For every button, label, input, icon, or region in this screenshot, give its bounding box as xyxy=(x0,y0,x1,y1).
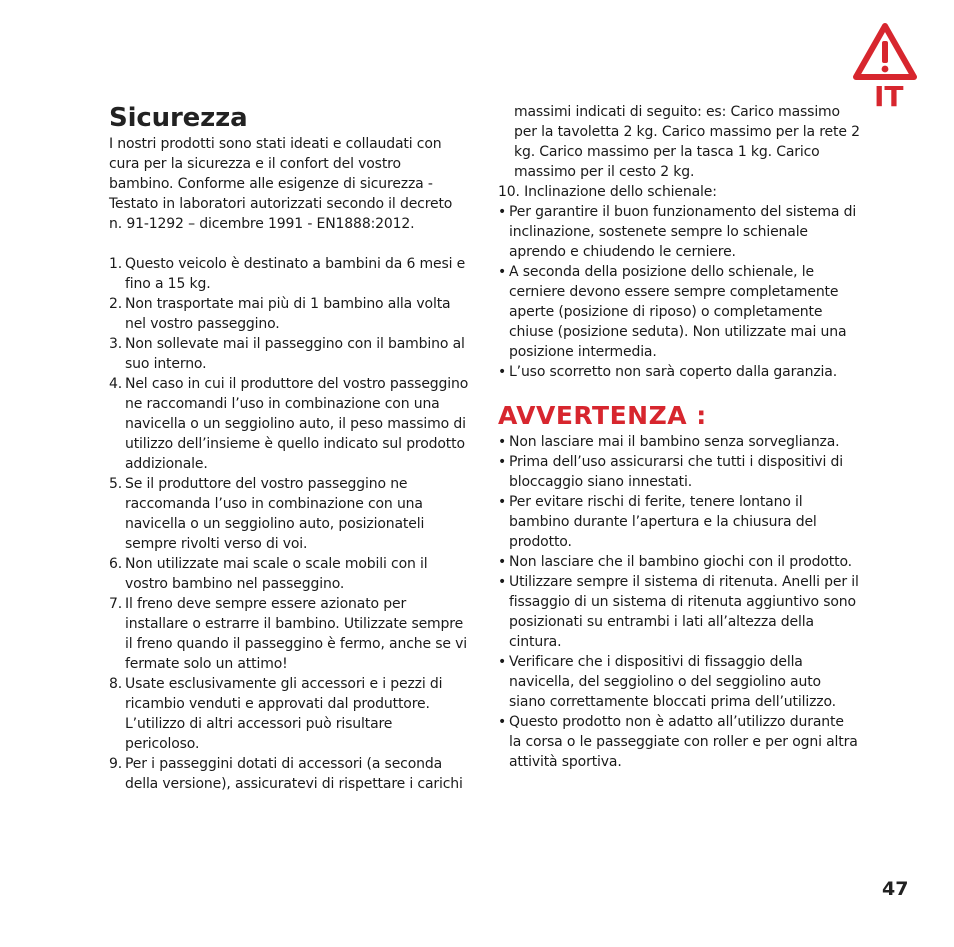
item-number: 4. xyxy=(109,376,123,392)
list-item xyxy=(109,594,469,674)
warning-bullets xyxy=(498,432,860,772)
bullet-text: Utilizzare sempre il sistema di ritenuta. Anelli per il fissaggio di un sistema di ritenuta aggiuntivo sono posizionati su entrambi i lati all’altezza della cintura. xyxy=(509,574,859,650)
bullet-item xyxy=(498,432,860,452)
list-item xyxy=(109,754,469,794)
section-title: Sicurezza xyxy=(109,103,248,133)
bullet-item xyxy=(498,262,860,362)
bullet-icon: • xyxy=(498,494,507,510)
page-number: 47 xyxy=(882,878,909,900)
safety-list xyxy=(109,254,469,794)
bullet-icon: • xyxy=(498,364,507,380)
item-number: 5. xyxy=(109,476,123,492)
bullet-icon: • xyxy=(498,714,507,730)
bullet-item xyxy=(498,362,860,382)
item-text: Non utilizzate mai scale o scale mobili con il vostro bambino nel passeggino. xyxy=(125,556,428,592)
language-code: IT xyxy=(874,80,904,113)
item-text: Usate esclusivamente gli accessori e i pezzi di ricambio venduti e approvati dal produttore. L’utilizzo di altri accessori può risultare pericoloso. xyxy=(125,676,443,752)
list-item xyxy=(109,674,469,754)
left-column xyxy=(109,102,469,794)
list-item-10 xyxy=(498,182,860,202)
bullet-text: Non lasciare che il bambino giochi con il prodotto. xyxy=(509,554,852,570)
list-item xyxy=(109,474,469,554)
list-item xyxy=(109,334,469,374)
bullet-text: Verificare che i dispositivi di fissaggio della navicella, del seggiolino o del seggiolino auto siano correttamente bloccati prima dell’utilizzo. xyxy=(509,654,836,710)
bullet-text: Non lasciare mai il bambino senza sorveglianza. xyxy=(509,434,840,450)
bullet-icon: • xyxy=(498,654,507,670)
bullet-item xyxy=(498,652,860,712)
bullet-item xyxy=(498,452,860,492)
list-item xyxy=(109,254,469,294)
bullet-icon: • xyxy=(498,454,507,470)
bullet-text: Prima dell’uso assicurarsi che tutti i dispositivi di bloccaggio siano innestati. xyxy=(509,454,843,490)
bullet-text: A seconda della posizione dello schienale, le cerniere devono essere sempre completamente aperte (posizione di riposo) o completamente chiuse (posizione seduta). Non utilizzate mai una posizione intermedia. xyxy=(509,264,847,360)
item-number: 6. xyxy=(109,556,123,572)
item-text: Non sollevate mai il passeggino con il bambino al suo interno. xyxy=(125,336,465,372)
item-number: 2. xyxy=(109,296,123,312)
item-text: Per i passeggini dotati di accessori (a seconda della versione), assicuratevi di rispettare i carichi xyxy=(125,756,463,792)
bullet-text: Per garantire il buon funzionamento del sistema di inclinazione, sostenete sempre lo schienale aprendo e chiudendo le cerniere. xyxy=(509,204,857,260)
bullet-text: L’uso scorretto non sarà coperto dalla garanzia. xyxy=(509,364,838,380)
item-number: 7. xyxy=(109,596,123,612)
item-text: Non trasportate mai più di 1 bambino alla volta nel vostro passeggino. xyxy=(125,296,451,332)
bullet-text: Per evitare rischi di ferite, tenere lontano il bambino durante l’apertura e la chiusura del prodotto. xyxy=(509,494,817,550)
bullet-item xyxy=(498,572,860,652)
bullet-text: Questo prodotto non è adatto all’utilizzo durante la corsa o le passeggiate con roller e per ogni altra attività sportiva. xyxy=(509,714,858,770)
bullet-icon: • xyxy=(498,264,507,280)
item-text: Se il produttore del vostro passeggino ne raccomanda l’uso in combinazione con una navicella o un seggiolino auto, posizionateli sempre rivolti verso di voi. xyxy=(125,476,425,552)
bullet-item xyxy=(498,712,860,772)
item-number: 3. xyxy=(109,336,123,352)
warning-title: AVVERTENZA : xyxy=(498,401,707,430)
bullet-item xyxy=(498,492,860,552)
bullet-icon: • xyxy=(498,554,507,570)
item-number: 8. xyxy=(109,676,123,692)
item-number: 9. xyxy=(109,756,123,772)
item-text: Questo veicolo è destinato a bambini da 6 mesi e fino a 15 kg. xyxy=(125,256,466,292)
bullet-icon: • xyxy=(498,434,507,450)
intro-paragraph: I nostri prodotti sono stati ideati e collaudati con cura per la sicurezza e il confort del vostro bambino. Conforme alle esigenze di sicurezza - Testato in laboratori autorizzati secondo il decreto n. 91-1292 – dicembre 1991 - EN1888:2012. xyxy=(109,136,453,232)
recline-bullets xyxy=(498,202,860,382)
bullet-item xyxy=(498,552,860,572)
list-item xyxy=(109,374,469,474)
list-item xyxy=(109,294,469,334)
bullet-item xyxy=(498,202,860,262)
item-text: Inclinazione dello schienale: xyxy=(524,184,717,200)
item-number: 1. xyxy=(109,256,123,272)
item-text: Il freno deve sempre essere azionato per installare o estrarre il bambino. Utilizzate sempre il freno quando il passeggino è fermo, anche se vi fermate solo un attimo! xyxy=(125,596,468,672)
list-item xyxy=(109,554,469,594)
bullet-icon: • xyxy=(498,204,507,220)
item-number: 10. xyxy=(498,184,520,200)
item-9-continued: massimi indicati di seguito: es: Carico massimo per la tavoletta 2 kg. Carico massimo per la rete 2 kg. Carico massimo per la tasca 1 kg. Carico massimo per il cesto 2 kg. xyxy=(514,104,860,180)
item-text: Nel caso in cui il produttore del vostro passeggino ne raccomandi l’uso in combinazione con una navicella o un seggiolino auto, il peso massimo di utilizzo dell’insieme è quello indicato sul prodotto addizionale. xyxy=(125,376,469,472)
bullet-icon: • xyxy=(498,574,507,590)
right-column xyxy=(498,102,860,772)
warning-triangle-icon xyxy=(852,22,918,82)
